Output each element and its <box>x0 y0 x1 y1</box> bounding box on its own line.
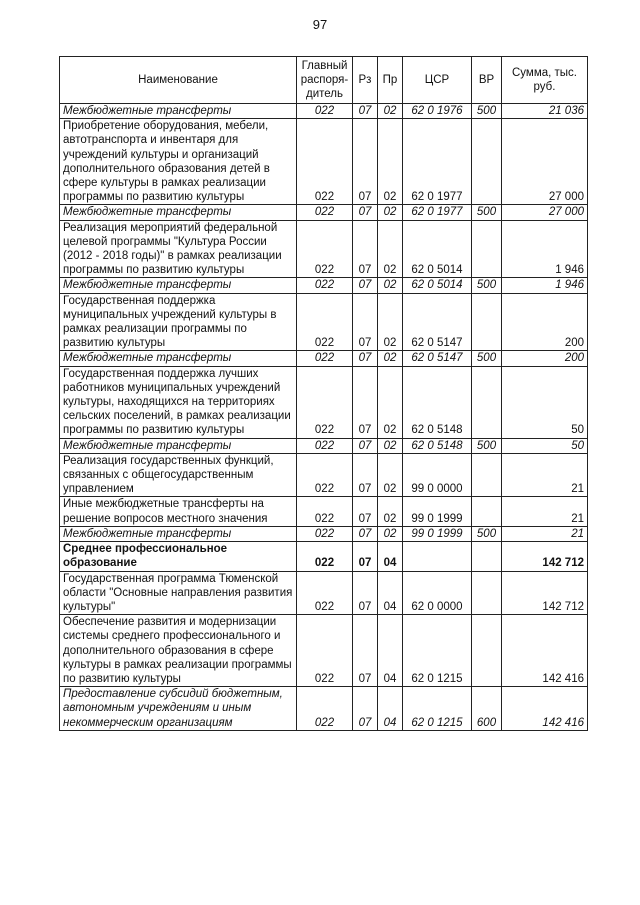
cell-name: Межбюджетные трансферты <box>60 438 297 453</box>
table-row <box>60 366 588 438</box>
cell-vr: 500 <box>472 205 502 220</box>
cell-vr <box>472 453 502 497</box>
cell-vr <box>472 220 502 278</box>
cell-pr: 02 <box>378 438 403 453</box>
cell-admin: 022 <box>297 453 353 497</box>
cell-vr <box>472 497 502 526</box>
cell-admin: 022 <box>297 571 353 615</box>
cell-sum: 200 <box>502 351 588 366</box>
cell-name: Государственная поддержка лучших работников муниципальных учреждений культуры, находящихся на территориях сельских поселений, в рамках реализации программы по развитию культуры <box>60 366 297 438</box>
cell-rz: 07 <box>353 615 378 687</box>
cell-sum: 21 036 <box>502 104 588 119</box>
cell-admin: 022 <box>297 293 353 351</box>
cell-rz: 07 <box>353 293 378 351</box>
cell-pr: 02 <box>378 119 403 205</box>
cell-rz: 07 <box>353 366 378 438</box>
cell-admin: 022 <box>297 497 353 526</box>
cell-admin: 022 <box>297 526 353 541</box>
cell-name: Среднее профессиональное образование <box>60 542 297 571</box>
table-row <box>60 278 588 293</box>
cell-csr: 62 0 1215 <box>403 615 472 687</box>
cell-name: Реализация государственных функций, связанных с общегосударственным управлением <box>60 453 297 497</box>
cell-csr: 62 0 5014 <box>403 220 472 278</box>
cell-csr: 62 0 1976 <box>403 104 472 119</box>
table-row <box>60 571 588 615</box>
cell-pr: 02 <box>378 278 403 293</box>
cell-admin: 022 <box>297 220 353 278</box>
cell-csr: 99 0 1999 <box>403 526 472 541</box>
table-row <box>60 104 588 119</box>
cell-rz: 07 <box>353 542 378 571</box>
cell-vr <box>472 366 502 438</box>
cell-vr <box>472 571 502 615</box>
cell-admin: 022 <box>297 205 353 220</box>
header-sum: Сумма, тыс. руб. <box>502 57 588 104</box>
header-rz: Рз <box>353 57 378 104</box>
cell-rz: 07 <box>353 497 378 526</box>
cell-pr: 02 <box>378 104 403 119</box>
cell-vr: 500 <box>472 526 502 541</box>
header-admin: Главный распоря-дитель <box>297 57 353 104</box>
cell-csr: 62 0 5147 <box>403 351 472 366</box>
cell-name: Предоставление субсидий бюджетным, автономным учреждениям и иным некоммерческим организациям <box>60 687 297 731</box>
table-row <box>60 542 588 571</box>
cell-vr: 600 <box>472 687 502 731</box>
cell-admin: 022 <box>297 119 353 205</box>
cell-csr: 62 0 5148 <box>403 438 472 453</box>
cell-sum: 142 416 <box>502 687 588 731</box>
cell-name: Межбюджетные трансферты <box>60 351 297 366</box>
cell-rz: 07 <box>353 205 378 220</box>
cell-sum: 142 416 <box>502 615 588 687</box>
cell-sum: 142 712 <box>502 571 588 615</box>
cell-name: Межбюджетные трансферты <box>60 104 297 119</box>
cell-admin: 022 <box>297 351 353 366</box>
cell-pr: 02 <box>378 526 403 541</box>
cell-sum: 50 <box>502 366 588 438</box>
cell-pr: 04 <box>378 571 403 615</box>
table-row <box>60 438 588 453</box>
table-row <box>60 119 588 205</box>
page-number: 97 <box>312 17 328 32</box>
cell-vr <box>472 542 502 571</box>
cell-rz: 07 <box>353 453 378 497</box>
cell-vr <box>472 119 502 205</box>
cell-pr: 02 <box>378 366 403 438</box>
cell-csr: 62 0 5148 <box>403 366 472 438</box>
cell-admin: 022 <box>297 615 353 687</box>
cell-pr: 02 <box>378 351 403 366</box>
cell-pr: 04 <box>378 615 403 687</box>
cell-vr: 500 <box>472 351 502 366</box>
table-row <box>60 687 588 731</box>
cell-rz: 07 <box>353 104 378 119</box>
table-row <box>60 615 588 687</box>
cell-name: Иные межбюджетные трансферты на решение вопросов местного значения <box>60 497 297 526</box>
cell-rz: 07 <box>353 687 378 731</box>
header-name: Наименование <box>60 57 297 104</box>
cell-pr: 02 <box>378 220 403 278</box>
cell-csr: 99 0 0000 <box>403 453 472 497</box>
cell-name: Реализация мероприятий федеральной целевой программы "Культура России (2012 - 2018 годы)" в рамках реализации программы по развитию культуры <box>60 220 297 278</box>
cell-sum: 21 <box>502 453 588 497</box>
cell-vr: 500 <box>472 104 502 119</box>
cell-name: Государственная поддержка муниципальных учреждений культуры в рамках реализации программы по развитию культуры <box>60 293 297 351</box>
table-row <box>60 526 588 541</box>
cell-admin: 022 <box>297 104 353 119</box>
table-row <box>60 220 588 278</box>
cell-pr: 02 <box>378 205 403 220</box>
header-row <box>60 57 588 104</box>
cell-csr: 62 0 1215 <box>403 687 472 731</box>
cell-sum: 27 000 <box>502 205 588 220</box>
cell-sum: 21 <box>502 497 588 526</box>
cell-pr: 02 <box>378 293 403 351</box>
cell-csr: 62 0 5014 <box>403 278 472 293</box>
cell-name: Обеспечение развития и модернизации системы среднего профессионального и дополнительного образования в сфере культуры в рамках реализации программы по развитию культуры <box>60 615 297 687</box>
cell-csr: 99 0 1999 <box>403 497 472 526</box>
cell-name: Государственная программа Тюменской области "Основные направления развития культуры" <box>60 571 297 615</box>
cell-rz: 07 <box>353 351 378 366</box>
cell-pr: 04 <box>378 687 403 731</box>
cell-admin: 022 <box>297 366 353 438</box>
cell-rz: 07 <box>353 526 378 541</box>
header-pr: Пр <box>378 57 403 104</box>
cell-csr: 62 0 0000 <box>403 571 472 615</box>
table-row <box>60 293 588 351</box>
header-vr: ВР <box>472 57 502 104</box>
cell-csr: 62 0 5147 <box>403 293 472 351</box>
cell-admin: 022 <box>297 438 353 453</box>
table-row <box>60 205 588 220</box>
budget-table <box>59 56 588 731</box>
cell-pr: 02 <box>378 453 403 497</box>
cell-sum: 142 712 <box>502 542 588 571</box>
cell-admin: 022 <box>297 542 353 571</box>
cell-pr: 02 <box>378 497 403 526</box>
cell-sum: 21 <box>502 526 588 541</box>
cell-rz: 07 <box>353 571 378 615</box>
cell-name: Межбюджетные трансферты <box>60 278 297 293</box>
cell-csr <box>403 542 472 571</box>
cell-vr <box>472 615 502 687</box>
cell-name: Приобретение оборудования, мебели, автотранспорта и инвентаря для учреждений культуры и организаций дополнительного образования детей в сфере культуры в рамках реализации программы по развитию культуры <box>60 119 297 205</box>
cell-rz: 07 <box>353 438 378 453</box>
cell-csr: 62 0 1977 <box>403 205 472 220</box>
cell-admin: 022 <box>297 687 353 731</box>
cell-rz: 07 <box>353 119 378 205</box>
cell-vr: 500 <box>472 438 502 453</box>
cell-sum: 27 000 <box>502 119 588 205</box>
table-row <box>60 497 588 526</box>
cell-vr <box>472 293 502 351</box>
cell-rz: 07 <box>353 220 378 278</box>
cell-admin: 022 <box>297 278 353 293</box>
cell-csr: 62 0 1977 <box>403 119 472 205</box>
cell-name: Межбюджетные трансферты <box>60 205 297 220</box>
cell-rz: 07 <box>353 278 378 293</box>
header-csr: ЦСР <box>403 57 472 104</box>
table-row <box>60 453 588 497</box>
cell-sum: 50 <box>502 438 588 453</box>
cell-sum: 1 946 <box>502 220 588 278</box>
table-row <box>60 351 588 366</box>
cell-vr: 500 <box>472 278 502 293</box>
cell-sum: 200 <box>502 293 588 351</box>
cell-sum: 1 946 <box>502 278 588 293</box>
cell-name: Межбюджетные трансферты <box>60 526 297 541</box>
cell-pr: 04 <box>378 542 403 571</box>
